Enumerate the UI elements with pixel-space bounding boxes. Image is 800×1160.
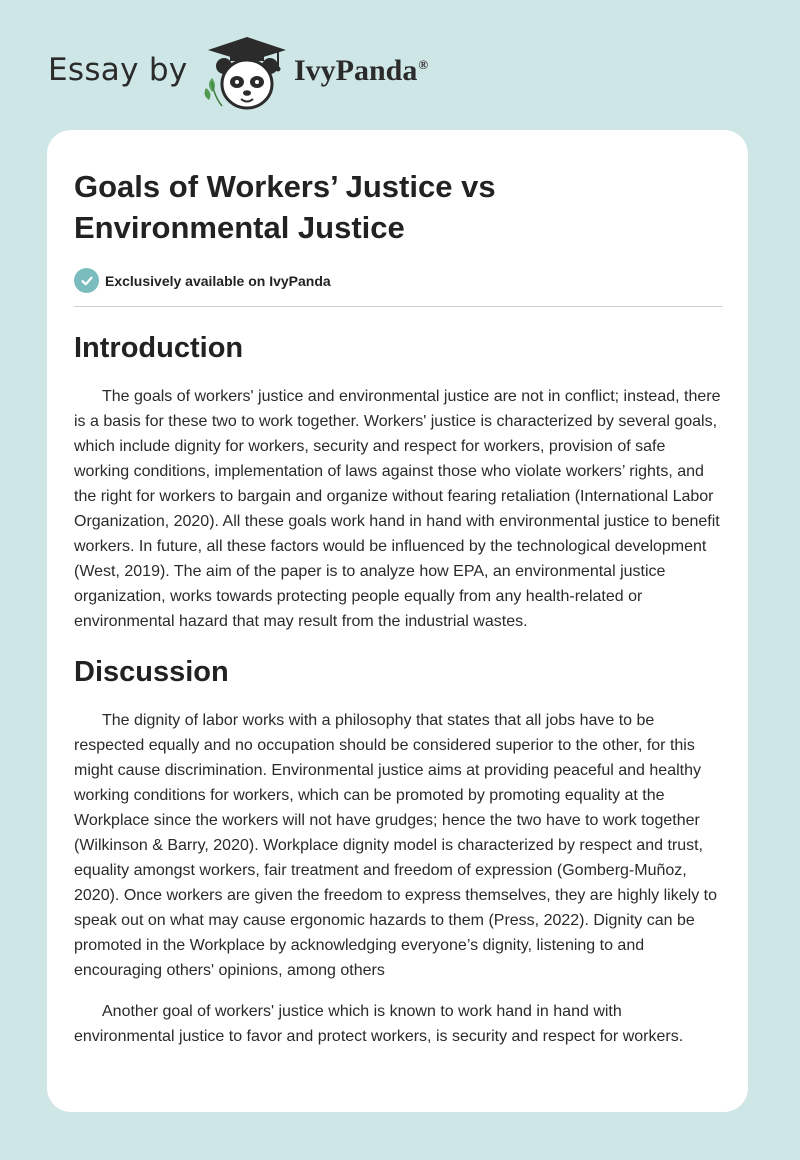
paragraph: The goals of workers' justice and environmental justice are not in conflict; instead, there is a basis for these two to work together. Workers' justice is characterized by several goals, which include dignity for workers, security and respect for workers, provision of safe working conditions, implementation of laws against those who violate workers’ rights, and the right for workers to bargain and organize without fearing retaliation (International Labor Organization, 2020). All these goals work hand in hand with environmental justice to benefit workers. In future, all these factors would be influenced by the technological development (West, 2019). The aim of the paper is to analyze how EPA, an environmental justice organization, works towards protecting people equally from any health-related or environmental hazard that may result from the industrial wastes. bbox=[74, 388, 721, 630]
brand-prefix: Essay by bbox=[48, 52, 188, 88]
brand-name: IvyPanda® bbox=[294, 54, 429, 87]
page-title: Goals of Workers’ Justice vs Environmental Justice bbox=[74, 169, 496, 245]
divider bbox=[74, 306, 723, 307]
paragraph: Another goal of workers' justice which is known to work hand in hand with environmental justice to favor and protect workers, is security and respect for workers. bbox=[74, 1003, 684, 1045]
check-icon bbox=[74, 268, 99, 293]
brand-header bbox=[48, 34, 508, 114]
exclusive-label: Exclusively available on IvyPanda bbox=[105, 272, 331, 289]
paragraph: The dignity of labor works with a philosophy that states that all jobs have to be respected equally and no occupation should be considered superior to the other, for this might cause discrimination. Environmental justice aims at providing peaceful and healthy working conditions for workers, which can be promoted by promoting equality at the Workplace since the workers will not have grudges; hence the two have to work together (Wilkinson & Barry, 2020). Workplace dignity model is characterized by respect and trust, equality amongst workers, fair treatment and freedom of expression (Gomberg-Muñoz, 2020). Once workers are given the freedom to express themselves, they are highly likely to speak out on what may cause ergonomic hazards to them (Press, 2022). Dignity can be promoted in the Workplace by acknowledging everyone’s dignity, listening to and encouraging others' opinions, among others bbox=[74, 712, 717, 979]
section-heading-discussion: Discussion bbox=[74, 656, 229, 688]
panda-graduate-icon bbox=[202, 34, 292, 114]
article-card bbox=[47, 130, 748, 1112]
exclusive-badge bbox=[74, 268, 722, 293]
section-heading-introduction: Introduction bbox=[74, 332, 244, 364]
